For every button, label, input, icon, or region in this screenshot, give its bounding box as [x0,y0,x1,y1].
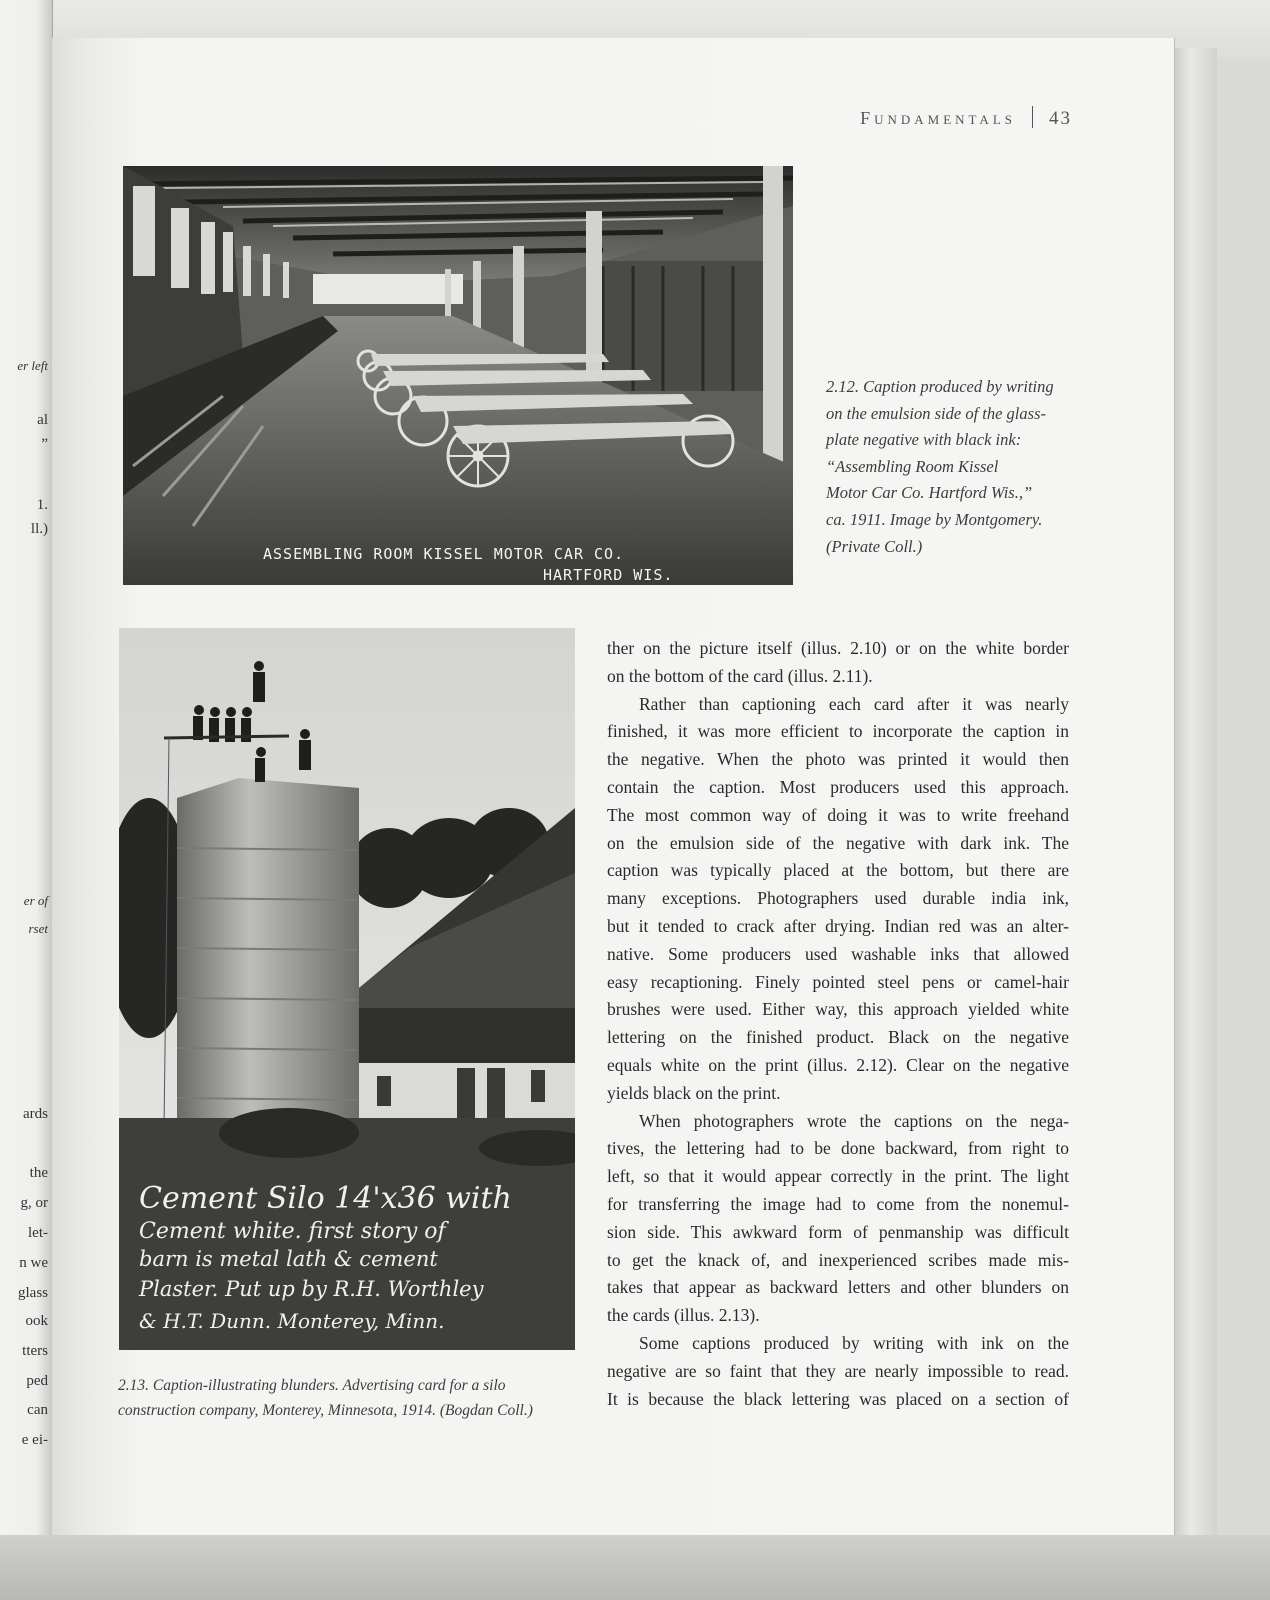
caption-1-line: plate negative with black ink: [826,430,1022,450]
body-text-line: It is because the black lettering was placed on a section of [607,1388,1069,1409]
left-page-fragment: ook [25,1313,48,1329]
left-page-fragment: e ei- [21,1432,48,1448]
background-bottom [0,1535,1270,1600]
caption-1-line: (Private Coll.) [826,536,923,556]
body-text-line: sion side. This awkward form of penmanship was difficult [607,1221,1069,1242]
body-text-line: many exceptions. Photographers used durable india ink, [607,888,1069,909]
left-page-fragment: al [37,412,48,428]
left-page-fragment: ” [41,436,48,452]
body-text-line: easy recaptioning. Finely pointed steel pens or camel-hair [607,971,1069,992]
section-title: Fundamentals [860,108,1016,128]
left-page-fragment: 1. [36,497,48,513]
body-text-line: caption was typically placed at the bottom, but there are [607,860,1069,881]
caption-1-line: ca. 1911. Image by Montgomery. [826,509,1043,529]
left-page-edge [0,0,53,1600]
book-page-edges [1172,48,1217,1538]
left-page-fragment: ards [23,1106,48,1122]
figure-2-13-caption [118,1373,588,1423]
body-text-line: the cards (illus. 2.13). [607,1305,760,1326]
left-page-fragment: n we [19,1255,48,1271]
caption-1-line: on the emulsion side of the glass- [826,403,1046,423]
body-text-line: on the emulsion side of the negative with dark ink. The [607,832,1069,853]
body-text-line: for transferring the image had to come from the nonemul- [607,1193,1069,1214]
left-page-fragment: glass [18,1285,48,1301]
caption-1-line: Motor Car Co. Hartford Wis.,” [826,483,1033,503]
left-page-fragment: rset [28,921,48,936]
body-text-line: on the bottom of the card (illus. 2.11). [607,665,873,686]
body-text-line: lettering on the finished product. Black on the negative [607,1027,1069,1048]
silo-photo [119,628,575,1350]
photo-caption-line-2: HARTFORD WIS. [543,566,674,584]
body-text-line: native. Some producers used washable inks that allowed [607,943,1069,964]
body-text-line: When photographers wrote the captions on the nega- [639,1110,1069,1131]
book-page [52,38,1175,1535]
body-text-line: tives, the lettering had to be done backward, from right to [607,1138,1069,1159]
body-text-line: ther on the picture itself (illus. 2.10) or on the white border [607,638,1069,658]
left-page-fragment: g, or [20,1195,48,1211]
left-page-fragment: ll.) [30,521,48,537]
caption-2-line: construction company, Monterey, Minnesota, 1914. (Bogdan Coll.) [118,1402,533,1419]
body-text-line: brushes were used. Either way, this approach yielded white [607,999,1069,1020]
caption-2-line: 2.13. Caption-illustrating blunders. Advertising card for a silo [118,1377,506,1394]
body-text-line: but it tended to crack after drying. Indian red was an alter- [607,915,1069,936]
body-text-line: equals white on the print (illus. 2.12). Clear on the negative [607,1054,1069,1075]
body-text-line: Some captions produced by writing with ink on the [639,1332,1069,1353]
left-page-fragment: can [27,1402,48,1418]
caption-1-line: 2.12. Caption produced by writing [826,377,1054,396]
body-text-line: finished, it was more efficient to incorporate the caption in [607,721,1069,742]
body-text [607,635,1069,1413]
left-page-fragment: ped [26,1373,48,1389]
photo-caption-line-1: ASSEMBLING ROOM KISSEL MOTOR CAR CO. [263,545,625,563]
assembling-room-photo [123,166,793,585]
caption-1-line: “Assembling Room Kissel [826,456,999,476]
body-text-line: Rather than captioning each card after it was nearly [639,693,1069,714]
left-page-fragment: let- [28,1225,48,1241]
body-text-line: yields black on the print. [607,1082,781,1103]
handwriting-line-1: Cement Silo 14'x36 with [139,1181,512,1216]
body-text-line: left, so that it would appear correctly in the print. The light [607,1166,1069,1187]
body-text-line: The most common way of doing it was to write freehand [607,804,1069,825]
left-page-fragment: the [29,1165,48,1181]
body-text-line: the negative. When the photo was printed it would then [607,749,1069,770]
handwriting-line-3: barn is metal lath & cement [139,1247,438,1271]
left-page-fragment: tters [22,1343,48,1359]
running-head [860,106,1072,130]
body-text-line: negative are so faint that they are nearly impossible to read. [607,1360,1069,1381]
handwriting-line-2: Cement white. first story of [139,1219,446,1244]
body-text-line: contain the caption. Most producers used this approach. [607,776,1069,797]
left-page-fragment: er left [17,358,48,373]
page-number: 43 [1049,108,1072,129]
body-text-line: takes that appear as backward letters and other blunders on [607,1277,1069,1298]
handwriting-line-4: Plaster. Put up by R.H. Worthley [139,1277,484,1301]
figure-2-12-caption [826,374,1076,560]
body-text-line: to get the knack of, and inexperienced scribes made mis- [607,1249,1069,1270]
left-page-fragment: er of [23,893,48,908]
handwriting-line-5: & H.T. Dunn. Monterey, Minn. [139,1309,445,1333]
header-separator [1032,106,1033,128]
